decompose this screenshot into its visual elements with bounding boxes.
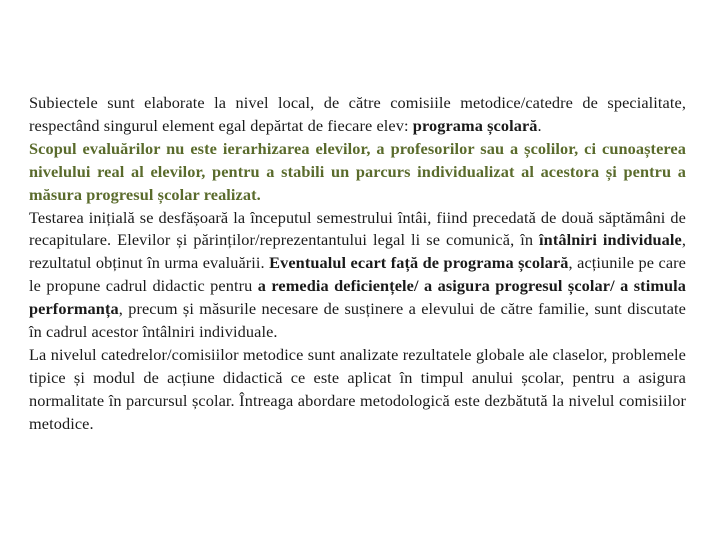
paragraph-initial-testing xyxy=(29,207,686,344)
paragraph-text: . xyxy=(537,115,542,135)
text-body xyxy=(29,92,686,436)
paragraph-text: , rezultatul obținut în urma evaluării. xyxy=(29,230,686,273)
bold-phrase-gap: Eventualul ecart față de programa școlară xyxy=(269,253,569,273)
paragraph-purpose: Scopul evaluărilor nu este ierarhizarea elevilor, a profesorilor sau a școlilor, ci cunoașterea nivelului real al elevilor, pentru a stabili un parcurs individualizat al acestora și pentru a măsura progresul școlar realizat. xyxy=(29,138,686,204)
paragraph-text: , precum și măsurile necesare de susținere a elevului de către familie, sunt discutate în cadrul acestor întâlniri individuale. xyxy=(29,299,686,342)
bold-phrase-individual-meetings: întâlniri individuale xyxy=(539,230,682,250)
paragraph-text: , acțiunile pe care le propune cadrul didactic pentru xyxy=(29,253,686,296)
paragraph-committees: La nivelul catedrelor/comisiilor metodice sunt analizate rezultatele globale ale claselor, problemele tipice și modul de acțiune didactică ce este aplicat în timpul anului școlar, pentru a asigura normalitate în parcursul școlar. Întreaga abordare metodologică este dezbătută la nivelul comisiilor metodice. xyxy=(29,344,686,433)
bold-phrase-curriculum: programa școlară xyxy=(412,115,538,135)
paragraph-subjects xyxy=(29,92,686,138)
paragraph-text: Subiectele sunt elaborate la nivel local, de către comisiile metodice/catedre de specialitate, respectând singurul element egal depărtat de fiecare elev: xyxy=(29,93,686,135)
bold-phrase-remedy: a remedia deficiențele/ a asigura progresul școlar/ a stimula performanța xyxy=(29,276,687,319)
paragraph-text: Testarea inițială se desfășoară la începutul semestrului întâi, fiind precedată de două săptămâni de recapitulare. Elevilor și părinților/reprezentantului legal li se comunică, în xyxy=(29,207,686,250)
